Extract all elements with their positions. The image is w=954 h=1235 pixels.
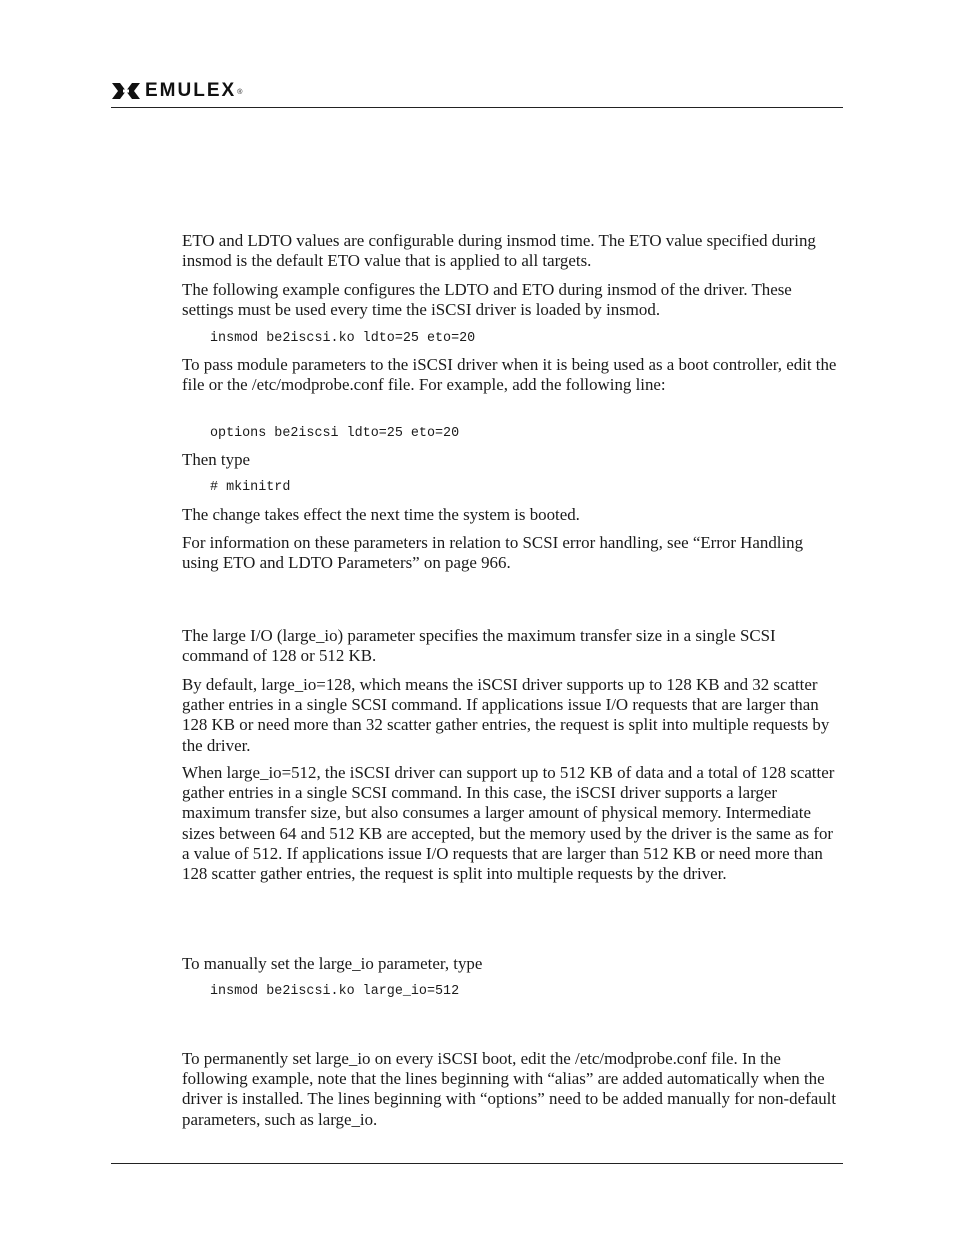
emulex-logo-icon	[111, 80, 141, 102]
paragraph-eto-ldto-config: ETO and LDTO values are configurable during insmod time. The ETO value specified during insmod is the default ETO value that is applied to all targets.	[182, 231, 816, 271]
paragraph-large-io-512: When large_io=512, the iSCSI driver can support up to 512 KB of data and a total of 128 scatter gather entries in a single SCSI command. In this case, the iSCSI driver supports a larger maximum transfer size, but also consumes a larger amount of physical memory. Intermediate sizes between 64 and 512 KB are accepted, but the memory used by the driver is the same as for a value of 512. If applications issue I/O requests that are larger than 512 KB or need more than 128 scatter gather entries, the request is split into multiple requests by the driver.	[182, 763, 835, 884]
paragraph-large-io-default: By default, large_io=128, which means the iSCSI driver supports up to 128 KB and 32 scatter gather entries in a single SCSI command. If applications issue I/O requests that are larger than 128 KB or need more than 32 scatter gather entries, the request is split into multiple requests by the driver.	[182, 675, 830, 755]
page-header	[111, 78, 242, 104]
paragraph-then-type: Then type	[182, 450, 251, 469]
footer-divider	[111, 1163, 843, 1164]
code-insmod-large-io: insmod be2iscsi.ko large_io=512	[210, 984, 460, 999]
code-options-line: options be2iscsi ldto=25 eto=20	[210, 426, 460, 441]
paragraph-boot-controller: To pass module parameters to the iSCSI driver when it is being used as a boot controller, edit the file or the /etc/modprobe.conf file. For example, add the following line:	[182, 355, 837, 395]
brand-logo-text: EMULEX	[145, 80, 237, 101]
paragraph-change-effect: The change takes effect the next time the system is booted.	[182, 505, 580, 524]
paragraph-error-handling-ref: For information on these parameters in relation to SCSI error handling, see “Error Handling using ETO and LDTO Parameters” on page 966.	[182, 533, 804, 573]
trademark-mark: ®	[237, 88, 243, 96]
paragraph-large-io-definition: The large I/O (large_io) parameter specifies the maximum transfer size in a single SCSI command of 128 or 512 KB.	[182, 626, 776, 666]
paragraph-permanent-set: To permanently set large_io on every iSCSI boot, edit the /etc/modprobe.conf file. In the following example, note that the lines beginning with “alias” are added automatically when the driver is installed. The lines beginning with “options” need to be added manually for non-default parameters, such as large_io.	[182, 1049, 837, 1129]
header-divider	[111, 107, 843, 108]
paragraph-manual-set: To manually set the large_io parameter, type	[182, 954, 483, 973]
code-mkinitrd: # mkinitrd	[210, 480, 291, 495]
paragraph-example-intro: The following example configures the LDTO and ETO during insmod of the driver. These settings must be used every time the iSCSI driver is loaded by insmod.	[182, 280, 792, 320]
code-insmod-ldto-eto: insmod be2iscsi.ko ldto=25 eto=20	[210, 331, 476, 346]
